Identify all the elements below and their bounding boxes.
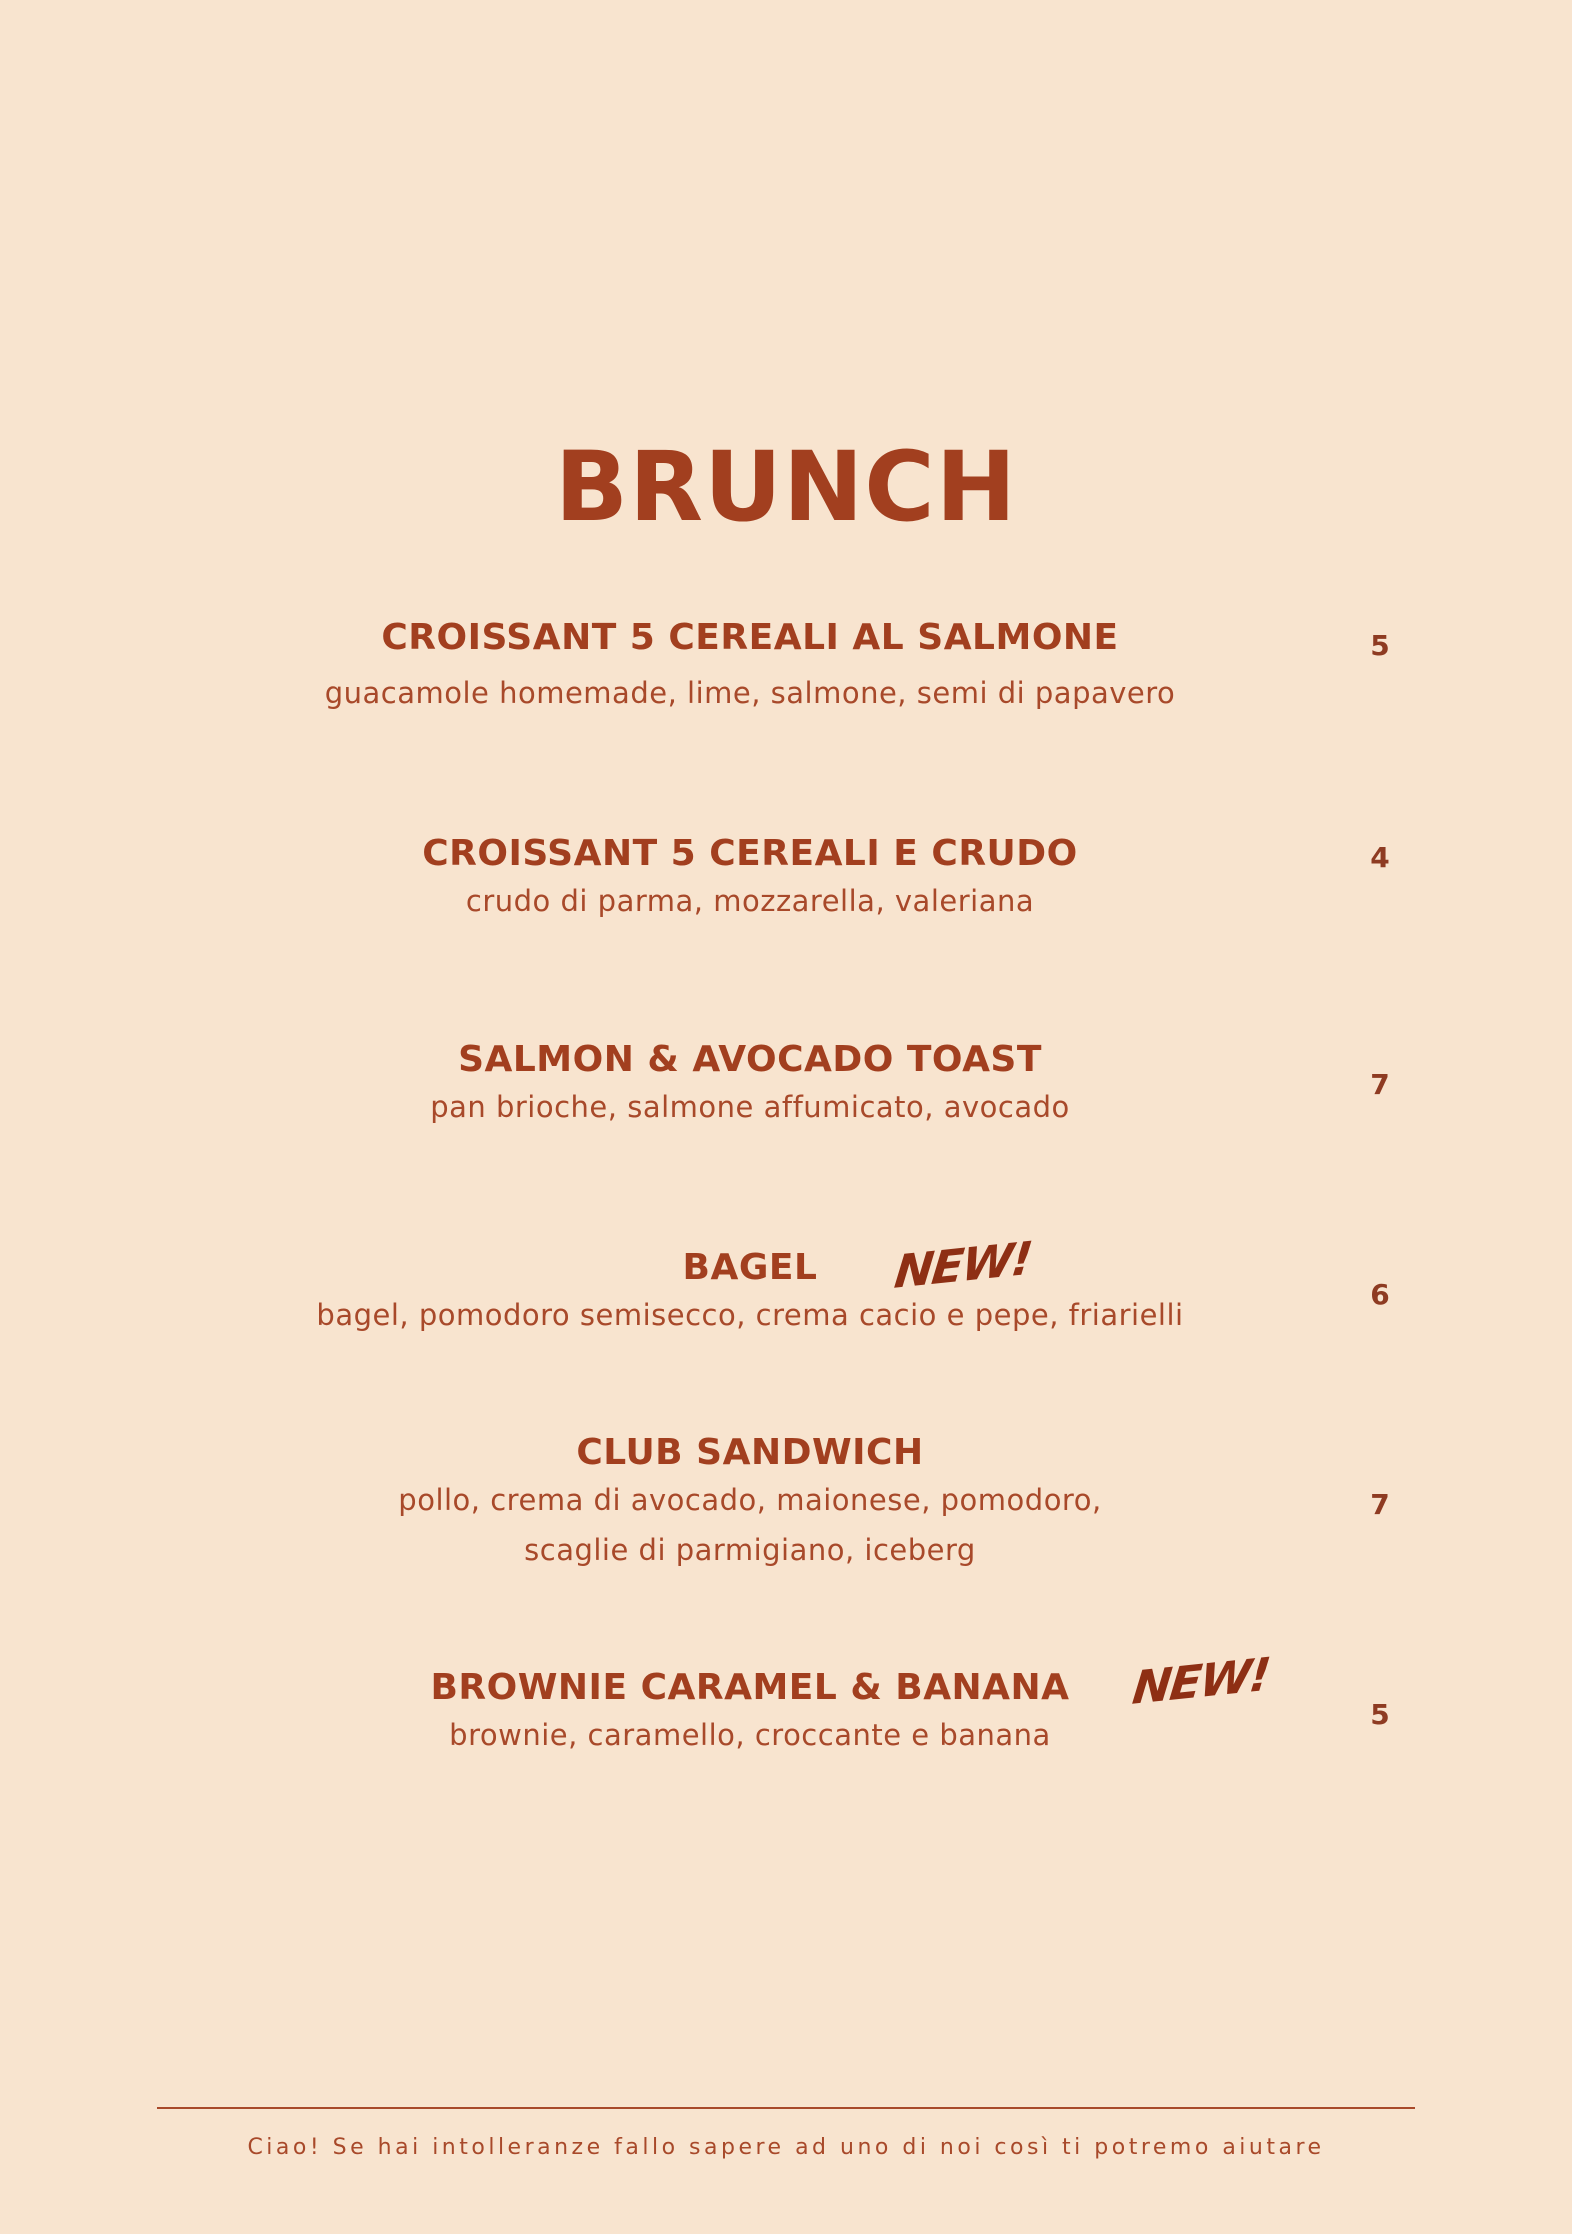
menu-item-description: scaglie di parmigiano, iceberg (524, 1533, 976, 1567)
menu-item-name: BAGEL (682, 1247, 818, 1288)
new-badge: NEW! (1129, 1647, 1272, 1715)
menu-item-croissant-salmone (250, 616, 1250, 718)
menu-item-price: 5 (1370, 1698, 1390, 1731)
menu-item-description: guacamole homemade, lime, salmone, semi di papavero (324, 676, 1176, 710)
menu-item-price: 6 (1370, 1278, 1390, 1311)
menu-item-price: 7 (1370, 1488, 1390, 1521)
menu-item-name: CROISSANT 5 CEREALI AL SALMONE (381, 617, 1119, 658)
menu-item-description: pan brioche, salmone affumicato, avocado (430, 1090, 1070, 1124)
menu-item-croissant-crudo (250, 832, 1250, 926)
menu-item-name: CLUB SANDWICH (576, 1432, 924, 1473)
menu-item-name: SALMON & AVOCADO TOAST (458, 1039, 1042, 1080)
menu-item-bagel (250, 1246, 1250, 1340)
menu-item-description: crudo di parma, mozzarella, valeriana (465, 884, 1035, 918)
menu-item-price: 5 (1370, 629, 1390, 662)
menu-item-name: CROISSANT 5 CEREALI E CRUDO (422, 833, 1078, 874)
menu-item-club-sandwich (250, 1431, 1250, 1575)
menu-item-salmon-avocado-toast (250, 1038, 1250, 1132)
menu-item-price: 7 (1370, 1068, 1390, 1101)
footer-note: Ciao! Se hai intolleranze fallo sapere ad uno di noi così ti potremo aiutare (247, 2135, 1325, 2160)
footer-divider (157, 2107, 1415, 2109)
new-badge: NEW! (891, 1231, 1034, 1299)
menu-item-description: bagel, pomodoro semisecco, crema cacio e pepe, friarielli (316, 1298, 1184, 1332)
page-title: BRUNCH (554, 431, 1018, 543)
menu-item-description: brownie, caramello, croccante e banana (449, 1718, 1051, 1752)
menu-item-name: BROWNIE CARAMEL & BANANA (430, 1667, 1070, 1708)
menu-item-description: pollo, crema di avocado, maionese, pomodoro, (398, 1483, 1102, 1517)
menu-item-brownie (250, 1666, 1250, 1760)
menu-item-price: 4 (1370, 841, 1390, 874)
